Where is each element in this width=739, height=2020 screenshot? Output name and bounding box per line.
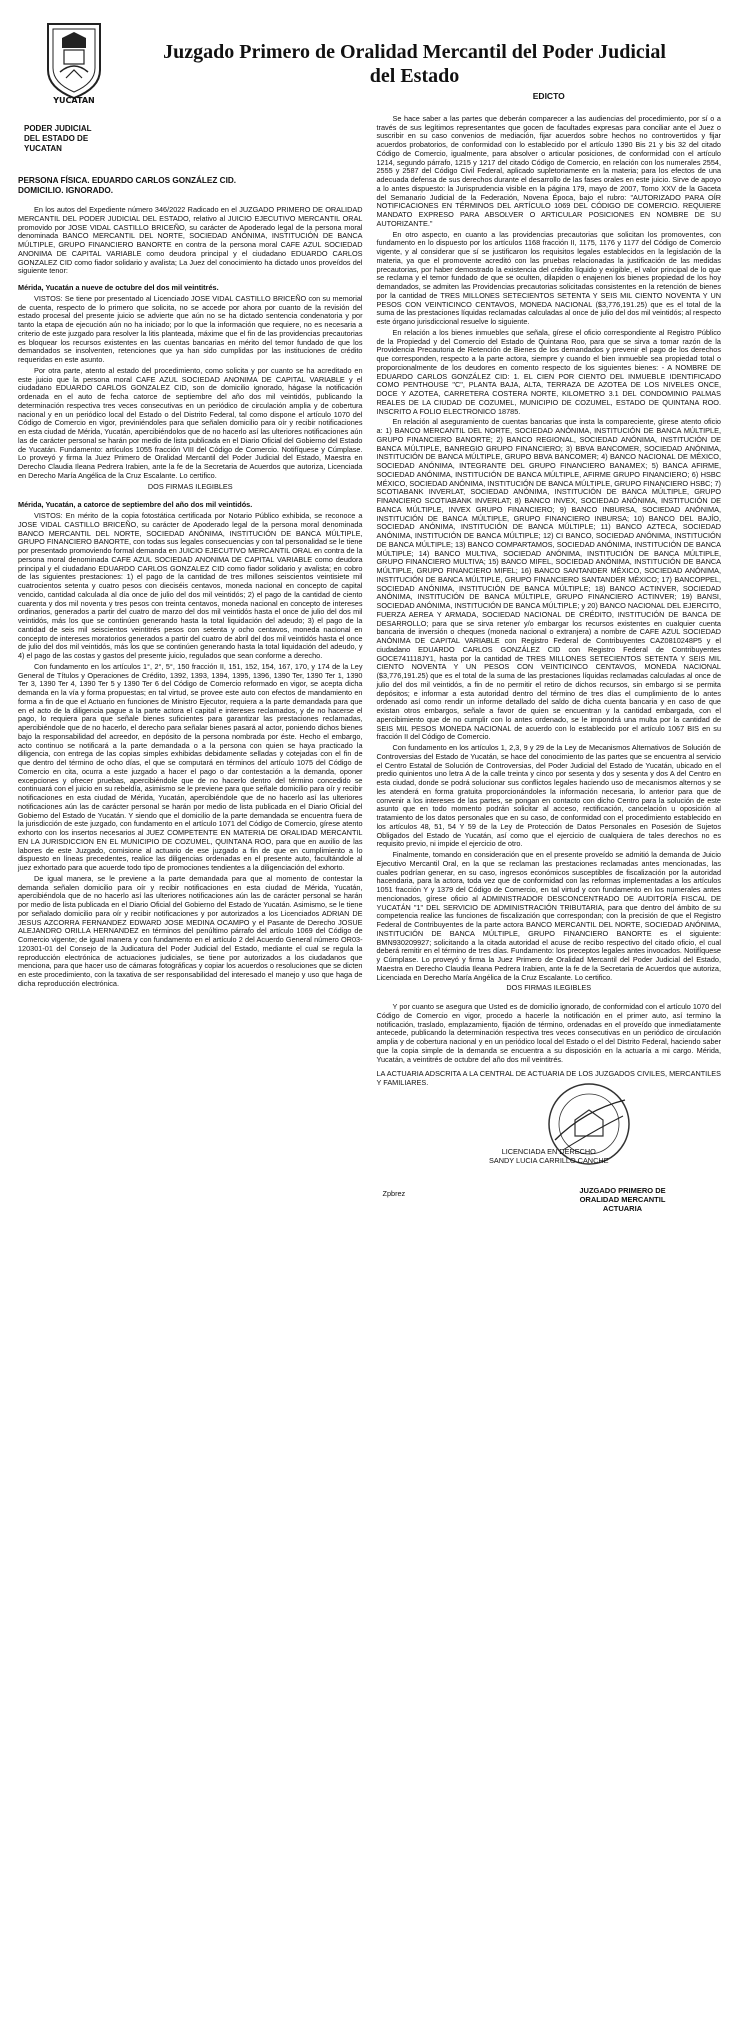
addressee-domicile: DOMICILIO. IGNORADO. — [18, 186, 114, 195]
ruling-paragraph: En relación a los bienes inmuebles que señala, gírese el oficio correspondiente al Registro Público de la Propiedad y del Comercio del Estado de Quintana Roo, para que se sirva a tomar razón de la Providencia Precautoria de Retención de Bienes de los demandados y prevenir el pago de los derechos que corresponden, respecto a la parte actora, siempre y cuando el bien inmueble sea propiedad total o proporcionalmente de los deudores en comento respecto de los siguientes bienes: - A NOMBRE DE EDUARDO CARLOS GONZÁLEZ CID: 1. EL CIEN POR CIENTO DEL INMUEBLE IDENTIFICADO COMO PENTHOUSE "C", PLANTA BAJA, ALTA, TERRAZA DE AZOTEA DE LOS NIVELES ONCE, DOCE Y AZOTEA, CARRETERA COSTERA NORTE, KILOMETRO 3.1 DEL CONDOMINIO PALMAS REALES DE LA CIUDAD DE COZUMEL, MUNICIPIO DE COZUMEL, ESTADO DE QUINTANA ROO. INSCRITO A FOLIO ELECTRONICO 18785. — [376, 327, 721, 416]
ruling-paragraph: En relación al aseguramiento de cuentas bancarias que insta la compareciente, gírese atento oficio a: 1) BANCO MERCANTIL DEL NORTE, SOCIEDAD ANÓNIMA, INSTITUCIÓN DE BANCA MÚLTIPLE, GRUPO FINANCIERO BANORTE; 2) BANCO REGIONAL, SOCIEDAD ANÓNIMA, INSTITUCIÓN DE BANCA MÚLTIPLE, BANREGIO GRUPO FINANCIERO; 3) BBVA BANCOMER, SOCIEDAD ANÓNIMA, INSTITUCIÓN DE BANCA MÚLTIPLE, GRUPO BBVA BANCOMER; 4) BANCO NACIONAL DE MÉXICO, SOCIEDAD ANÓNIMA, INTEGRANTE DEL GRUPO FINANCIERO BANAMEX; 5) BANCA AFIRME, SOCIEDAD ANÓNIMA, INSTITUCIÓN DE BANCA MÚLTIPLE, AFIRME GRUPO FINANCIERO; 6) HSBC MÉXICO, SOCIEDAD ANÓNIMA, INSTITUCIÓN DE BANCA MÚLTIPLE, GRUPO FINANCIERO HSBC; 7) SCOTIABANK INVERLAT, SOCIEDAD ANÓNIMA, INSTITUCIÓN DE BANCA MÚLTIPLE, GRUPO FINANCIERO SCOTIABANK INVERLAT; 8) BANCO INVEX, SOCIEDAD ANÓNIMA, INSTITUCIÓN DE BANCA MÚLTIPLE, INVEX GRUPO FINANCIERO; 9) BANCO INBURSA, SOCIEDAD ANÓNIMA, INSTITUCIÓN DE BANCA MÚLTIPLE, GRUPO FINANCIERO INBURSA; 10) BANCO DEL BAJÍO, SOCIEDAD ANÓNIMA, INSTITUCIÓN DE BANCA MÚLTIPLE; 11) BANCO AZTECA, SOCIEDAD ANÓNIMA, INSTITUCIÓN DE BANCA MÚLTIPLE; 12) CI BANCO, SOCIEDAD ANÓNIMA, INSTITUCIÓN DE BANCA MÚLTIPLE; 13) BANCO COMPARTAMOS, SOCIEDAD ANÓNIMA, INSTITUCIÓN DE BANCA MÚLTIPLE; 14) BANCO MULTIVA, SOCIEDAD ANÓNIMA, INSTITUCIÓN DE BANCA MÚLTIPLE, GRUPO FINANCIERO MULTIVA; 15) BANCO MIFEL, SOCIEDAD ANÓNIMA, INSTITUCIÓN DE BANCA MÚLTIPLE, GRUPO FINANCIERO MIFEL; 16) BANCO SANTANDER MÉXICO, SOCIEDAD ANÓNIMA, INSTITUCIÓN DE BANCA MÚLTIPLE, GRUPO FINANCIERO SANTANDER MÉXICO; 17) BANCOPPEL, SOCIEDAD ANÓNIMA, INSTITUCIÓN DE BANCA MÚLTIPLE; 18) BANCO ACTINVER, SOCIEDAD ANÓNIMA, INSTITUCIÓN DE BANCA MÚLTIPLE, GRUPO FINANCIERO ACTINVER; 19) BANSI, SOCIEDAD ANÓNIMA, INSTITUCIÓN DE BANCA MÚLTIPLE; y 20) BANCO NACIONAL DEL EJERCITO, FUERZA AEREA Y ARMADA, SOCIEDAD NACIONAL DE CRÉDITO, INSTITUCIÓN DE BANCA DE DESARROLLO; para que se sirva retener y/o embargar los recursos existentes en cualquier cuenta bancaria de inversión o cheques (moneda nacional o extranjera) a nombre de CAFE AZUL SOCIEDAD ANÓNIMA DE CAPITAL VARIABLE con Registro Federal de Contribuyentes CAZ0810248P5 y el ciudadano EDUARDO CARLOS GONZÁLEZ CID con Registro Federal de Contribuyentes GOCE741118JY1, hasta por la cantidad de TRES MILLONES SETECIENTOS SETENTA Y SEIS MIL CIENTO NOVENTA Y UN PESOS CON VEINTICINCO CENTAVOS, MONEDA NACIONAL ($3,776,191.25) que es el total de la suma de las prestaciones líquidas reclamadas calculadas al once de julio del dos mil veintidós, a fin de no permitir el retiro de dichos recursos, sin embargo si se permita depósitos; e informar a esta autoridad dentro del término de tres días el cumplimiento de lo antes ordenado así como rendir un informe detallado del saldo de dicha cuenta bancaria y en caso de que existan otros embargos, señale a favor de quien se encuentran y la cantidad embargada, con el apercibimiento que de no cumplir con lo antes ordenado, se le impondrá una multa por la cantidad de SEIS MIL PESOS MONEDA NACIONAL de acuerdo con lo establecido por el artículo 1067 BIS en su fracción II del Código de Comercio. — [376, 417, 721, 742]
closing-paragraph: Y por cuanto se asegura que Usted es de domicilio ignorado, de conformidad con el artículo 1070 del Código de Comercio en vigor, procedo a hacerle la notificación en el primer auto, así termino la notificación, traslado, emplazamiento, fijación de término, ordenadas en el proveído que inmediatamente antecede, publicando la determinación respectiva tres veces consecutivas en un periódico de circulación amplia y de cobertura nacional y en un periódico local del Estado o el del Distrito Federal, haciendo saber que la copia simple de la demanda se encuentra a su disposición en la actuaría a mi cargo. Mérida, Yucatán, a veintitrés de octubre del año dos mil veintitrés. — [376, 1002, 721, 1064]
court-title-line2: del Estado — [369, 65, 460, 87]
signer-title: LICENCIADA EN DERECHO — [501, 1147, 596, 1157]
yucatan-crest-logo — [40, 18, 108, 104]
authority-line: PODER JUDICIAL — [24, 124, 92, 133]
stamp-line: ACTUARIA — [602, 1204, 643, 1214]
ruling-paragraph: Con fundamento en los artículos 1, 2,3, 9 y 29 de la Ley de Mecanismos Alternativos de Solución de Controversias del Estado de Yucatán, se hace del conocimiento de las partes que se encuentra al servicio el Centro Estatal de Solución de Controversias, del Poder Judicial del Estado de Yucatán, ubicado en el predio quinientos uno letra A de la calle treinta y cinco por sesenta y dos y sesenta y dos A del Centro en esta ciudad, donde se podrá solucionar sus conflictos legales haciendo uso de mecanismos alternos y se les atenderá en forma gratuita proporcionándoles la información necesaria, lo anterior para que de convenir a los intereses de las partes, se pongan en contacto con dicho Centro para la solución de este asunto que en todo momento podrán solicitar al acceso, rectificación, cancelación u oposición al tratamiento de los datos personales que en su caso, de conformidad con el procedimiento establecido en los artículos 48, 51, 54 Y 59 de la Ley de Protección de Datos Personales en Posesión de Sujetos Obligados del Estado de Yucatán, así como que el ejercicio de cualquiera de tales derechos no es requisito previo, ni impide el ejercicio de otro. — [376, 743, 721, 849]
ruling-paragraph: Se hace saber a las partes que deberán comparecer a las audiencias del procedimiento, por sí o a través de sus legítimos representantes que gocen de facultades expresas para conciliar ante el Juez o suscribir en su caso convenios de mediación, fijar acuerdos sobre hechos no controvertidos y fijar acuerdos probatorios, de conformidad con lo establecido por el artículo 1390 Bis 21 y bis 32 del citado Código de Comercio, igualmente, para absolver o articular posiciones, de conformidad con el artículo 1214, segundo párrafo, 1215 y 1217 del citado Código de Comercio, en relación con los numerales 2554, 2555 y 2587 del Código Civil Federal, aplicado supletoriamente en la materia; para los efectos de una adecuada defensa de sus derechos durante el desarrollo de las fases orales en este juicio. Sirve de apoyo a lo antes dispuesto: la Jurisprudencia visible en la página 179, mayo de 2007, Tomo XXV de la Gaceta del Semanario Judicial de la Federación, Novena Época, bajo el rubro: "AUTORIZADO PARA OÍR NOTIFICACIONES EN TÉRMINOS DEL ARTÍCULO 1069 DEL CÓDIGO DE COMERCIO. REQUIERE MANDATO EXPRESO PARA ABSOLVER O ARTICULAR POSICIONES EN NOMBRE DE SU AUTORIZANTE." — [376, 113, 721, 228]
left-column — [18, 102, 363, 1220]
addressee-block — [18, 176, 363, 196]
ruling-paragraph: Por otra parte, atento al estado del procedimiento, como solicita y por cuanto se ha acreditado en este juicio que la persona moral CAFE AZUL SOCIEDAD ANONIMA DE CAPITAL VARIABLE y el ciudadano EDUARDO CARLOS GONZALEZ CID, son de domicilio ignorado, hágase la notificación ordenada en el auto de fecha catorce de septiembre del año dos mil veintidós, publicando la determinación respectiva tres veces consecutivas en un periódico de circulación amplia y de cobertura nacional y en un periódico local del Estado o del Distrito Federal, tal como dispone el artículo 1070 del Código de Comercio en vigor, previniéndoles para que señalen domicilio para oír y recibir notificaciones en esta ciudad de Mérida, Yucatán, apercibiéndolos que de no hacerlo así las ulteriores notificaciones aún las de carácter personal se harán por medio de lista publicada en el Diario Oficial del Gobierno del Estado de Yucatán. Fundamento: artículos 1055 fracción VIII del Código de Comercio. Notifíquese y Cúmplase. Lo proveyó y firma la Juez Primero de Oralidad Mercantil del Poder Judicial del Estado, Maestra en Derecho Claudia Ileana Pedrera Irabien, ante la fe de la Secretaria de Acuerdos que autoriza, Licenciada en Derecho María Angélica de la Cruz Escalante. Lo certifico. — [18, 365, 363, 480]
signer-name: SANDY LUCIA CARRILLO CANCHE — [489, 1156, 609, 1165]
logo-caption: YUCATAN — [53, 96, 95, 104]
crest-icon — [40, 18, 108, 104]
case-intro-paragraph: En los autos del Expediente número 346/2022 Radicado en el JUZGADO PRIMERO DE ORALIDAD MERCANTIL DEL PODER JUDICIAL DEL ESTADO, relativo al JUICIO EJECUTIVO MERCANTIL ORAL promovido por JOSE VIDAL CASTILLO BRICEÑO, su carácter de Apoderado legal de la persona moral denominada BANCO MERCANTIL DEL NORTE, SOCIEDAD ANÓNIMA, INSTITUCIÓN DE BANCA MÚLTIPLE, GRUPO FINANCIERO BANORTE en contra de la persona moral CAFE AZUL SOCIEDAD ANONIMA DE CAPITAL VARIABLE como deudora principal y el ciudadano EDUARDO CARLOS GONZALEZ CID como fiador solidario y avalista; La Juez del conocimiento ha dictado unos proveídos del siguiente tenor: — [18, 205, 363, 276]
signatures-note: DOS FIRMAS ILEGIBLES — [506, 983, 592, 993]
court-title — [128, 40, 701, 88]
edict-columns — [18, 91, 721, 1220]
ruling-paragraph: VISTOS: En mérito de la copia fotostática certificada por Notario Público exhibida, se reconoce a JOSE VIDAL CASTILLO BRICEÑO, su carácter de Apoderado legal de la persona moral denominada BANCO MERCANTIL DEL NORTE, SOCIEDAD ANÓNIMA, INSTITUCIÓN DE BANCA MÚLTIPLE, GRUPO FINANCIERO BANORTE, con todas sus legales consecuencias y con tal personalidad se le tiene por presentado promoviendo formal demanda en JUICIO EJECUTIVO MERCANTIL ORAL en contra de la persona moral denominada CAFE AZUL SOCIEDAD ANONIMA DE CAPITAL VARIABLE como deudora principal y el ciudadano EDUARDO CARLOS GONZALEZ CID como fiador solidario y avalista; en cobro de las siguientes prestaciones: 1) el pago de la cantidad de tres millones seiscientos veintisiete mil cuatrocientos setenta y cuatro pesos con dieciséis centavos, moneda nacional en concepto de capital vencido, cantidad calculada al día once de julio del dos mil veintidós; 2) el pago de la cantidad de ciento cuarenta y dos mil noventa y tres pesos con treinta centavos, moneda nacional en concepto de intereses ordinarios, generados a partir del cuatro de marzo del dos mil veintidós hasta el once de julio del dos mil veintidós, más los que se continúen generando hasta la total liquidación del adeudo; 3) el pago de la cantidad de seis mil seiscientos veintitrés pesos con setenta y ocho centavos, moneda nacional en concepto de intereses moratorios generados a partir del cuatro de abril del dos mil veintidós hasta el once de julio del dos mil veintidós, más los que se continúen generando hasta la total liquidación del adeudo, y 4) el pago de las costas y gastos del presente juicio, regulados que sean conforme a derecho. — [18, 511, 363, 660]
ruling-paragraph: Con fundamento en los artículos 1°, 2°, 5°, 150 fracción II, 151, 152, 154, 167, 170, y 174 de la Ley General de Títulos y Operaciones de Crédito, 1392, 1393, 1394, 1395, 1396, 1390 Ter, 1390 Ter 1, 1390 Ter 3, 1390 Ter 4, 1390 Ter 5 y 1390 Ter 6 del Código de Comercio reformado en vigor, se acepta dicha demanda en la vía y forma propuestas; en tal virtud, se provee este auto con efectos de mandamiento en forma a fin de que el Actuario en funciones de Ministro Ejecutor, requiera a la parte demandada para que en el acto de la diligencia pague a la parte actora el capital e intereses reclamados, y de no hacerse el pago, lo requiera para que señale bienes suficientes para garantizar las prestaciones reclamadas, apercibiéndole que de no hacerlo, el derecho para señalar bienes pasará al actor, poniendo dichos bienes bajo la responsabilidad del acreedor, en depósito de la persona nombrada por éste. Hecho el embargo, acto continuo se notificará a la parte demandada o a la persona con quien se haya practicado la diligencia, con entrega de las copias simples exhibidas debidamente selladas y cotejadas con el fin de que dentro del término de ocho días, el que se computará en términos del artículo 1075 del Código de Comercio en cita, ocurra a este juzgado a hacer el pago o dar contestación a la demanda, oponer excepciones y ofrecer pruebas, apercibiéndole que de no hacerlo dentro del término concedido se continuará con el juicio en su rebeldía, asimismo se le previene para que señale domicilio para oír y recibir notificaciones en esta ciudad de Mérida, Yucatán, apercibiéndole que de no hacerlo así las ulteriores notificaciones aún las de carácter personal se harán por medio de lista publicada en el Diario Oficial del Gobierno del Estado de Yucatán. Y siendo que el domicilio de la parte demandada se encuentra fuera de la jurisdicción de este juzgado, con fundamento en el artículo 1071 del Código de Comercio, gírese atento exhorto con los insertos necesarios al JUEZ COMPETENTE EN MATERIA DE ORALIDAD MERCANTIL EN LA JURISDICCION EN EL MUNICIPIO DE COZUMEL, QUINTANA ROO, para que en auxilio de las labores de este Juzgado, comisione al actuario de ese juzgado a fin de que en cumplimiento a lo dispuesto en líneas precedentes, realice las diligencias ordenadas en el presente auto, facultándole al juez exhortado para que acuerde todo tipo de promociones tendientes a la diligenciación del exhorto. — [18, 661, 363, 872]
ruling-date: Mérida, Yucatán, a catorce de septiembre del año dos mil veintidós. — [18, 500, 253, 510]
stamp-line: ORALIDAD MERCANTIL — [579, 1195, 666, 1205]
edicto-heading: EDICTO — [532, 91, 565, 101]
signature-block — [377, 1070, 722, 1220]
ruling-date: Mérida, Yucatán a nueve de octubre del dos mil veintitrés. — [18, 283, 219, 292]
authority-line: YUCATAN — [24, 144, 62, 153]
ruling-paragraph: De igual manera, se le previene a la parte demandada para que al momento de contestar la demanda señalen domicilio para oír y recibir notificaciones en esta ciudad de Mérida, Yucatán, apercibiéndola que de no hacerlo así las ulteriores notificaciones aún las de carácter personal se harán por medio de lista publicada en el Diario Oficial del Gobierno del Estado de Yucatán. Asimismo, se le tiene por señalado domicilio para oír y recibir notificaciones y por autorizados a los Licenciados ADRIAN DE JESUS AZCORRA FERNANDEZ EDWARD JOSE MEDINA OCAMPO y el Pasante de Derecho JOSUE ALEJANDRO ORILLA HERNANDEZ en términos del penúltimo párrafo del artículo 1069 del Código de Comercio vigente; de igual manera y con fundamento en el artículo 2 del Acuerdo General número OR03-120301-01 del Consejo de la Judicatura del Poder Judicial del Estado, mediante el cual se regula la reproducción electrónica de actuaciones judiciales, se tiene por autorizados a los ciudadanos que menciona, para que hacer uso de cámaras fotográficas y copiar los acuerdos o resoluciones que se dicten en este procedimiento, con la taxativa de ser responsabilidad del interesado el manejo y uso que haga de dicha reproducción electrónica. — [18, 873, 363, 988]
court-title-line1: Juzgado Primero de Oralidad Mercantil del Poder Judicial — [163, 41, 666, 63]
typist-initials: Zpbrez — [382, 1189, 406, 1199]
issuing-authority — [18, 124, 363, 154]
signer-block — [417, 1148, 682, 1166]
actuaria-stamp — [563, 1186, 683, 1213]
ruling-paragraph: Finalmente, tomando en consideración que en el presente proveído se admitió la demanda de Juicio Ejecutivo Mercantil Oral, en la que se reclaman las prestaciones reclamadas antes mencionadas, las cuales podrían generar, en su caso, ingresos económicos susceptibles de fiscalización por la autoridad hacendaria, para la actora, toda vez que de conformidad con las reformas implementadas a los artículos 1051 fracción Y y 1379 del Código de Comercio, en tal virtud y con fundamento en los numerales antes mencionados, gírese oficio al ADMINISTRADOR DESCONCENTRADO DE AUDITORÍA FISCAL DE YUCATÁN "1" DEL SERVICIO DE ADMINISTRACIÓN TRIBUTARIA, para que dentro del ámbito de su competencia realice las funciones de fiscalización que correspondan; con la precisión de que el Registro Federal de Contribuyentes de la parte actora BANCO MERCANTIL DEL NORTE, SOCIEDAD ANÓNIMA, INSTITUCIÓN DE BANCA MÚLTIPLE, GRUPO FINANCIERO BANORTE es el siguiente: BMN930209927; solicitando a la citada autoridad el acuse de recibo respectivo del citado oficio, el cual deberá remitir en el término de tres días. Fundamento: los preceptos legales antes invocados. Notifíquese y Cúmplase. Lo proveyó y firma la Juez Primero de Oralidad Mercantil del Poder Judicial del Estado, Maestra en Derecho Claudia Ileana Pedrera Irabien, ante la fe de la Secretaria de Acuerdos que autoriza, Licenciada en Derecho María Angélica de la Cruz Escalante. Lo certifico. — [376, 850, 721, 982]
ruling-paragraph: En otro aspecto, en cuanto a las providencias precautorias que solicitan los promoventes, con fundamento en lo dispuesto por los artículos 1168 fracción II, 1175, 1176 y 1177 del Código de Comercio vigente, y al considerar que sí se justificaron los requisitos legales establecidos en la legislación de la materia, ya que el promovente acreditó con las pruebas relacionadas la justificación de las medidas precautorias, por haber demostrado la existencia del crédito líquido y exigible, el valor principal de lo que se reclama y el temor fundado de que se oculten, dilapiden o enajenen los bienes propiedad de los hoy demandados, se admiten las Providencias precautorias solicitadas consistentes en la retención de bienes por la cantidad de TRES MILLONES SETECIENTOS SETENTA Y SEIS MIL CIENTO NOVENTA Y UN PESOS CON VEINTICINCO CENTAVOS, MONEDA NACIONAL ($3,776,191.25) que es el total de la suma de las prestaciones líquidas reclamadas calculadas al once de julio del dos mil veintidós; al respecto este órgano jurisdiccional resuelve lo siguiente. — [376, 229, 721, 326]
ruling-paragraph: VISTOS: Se tiene por presentado al Licenciado JOSE VIDAL CASTILLO BRICEÑO con su memorial de cuenta, respecto de lo primero que solicita, no se accede por ahora por cuanto de la revisión del estado procesal del presente juicio se advierte que aún no se ha dictado sentencia condenatoria y por tanto la etapa de ejecución aún no ha iniciado; por lo que la información que requiere, no es necesaria a criterio de este juzgado para resolver la litis planteada, máxime que el fin de las providencias precautorias es bloquear los recursos existentes en las cuentas bancarias en mérito del temor fundado de que los demandados se insolventen, retenciones que ya han sido cumplidas por las instituciones de crédito requeridas en este asunto. — [18, 293, 363, 364]
authority-line: DEL ESTADO DE — [24, 134, 89, 143]
right-column — [376, 91, 722, 1220]
signatures-note: DOS FIRMAS ILEGIBLES — [147, 481, 233, 491]
addressee-name: PERSONA FÍSICA. EDUARDO CARLOS GONZÁLEZ CID. — [18, 176, 237, 185]
stamp-line: JUZGADO PRIMERO DE — [579, 1186, 666, 1196]
actuaria-heading: LA ACTUARIA ADSCRITA A LA CENTRAL DE ACTUARIA DE LOS JUZGADOS CIVILES, MERCANTILES Y FAMILIARES. — [376, 1069, 721, 1087]
